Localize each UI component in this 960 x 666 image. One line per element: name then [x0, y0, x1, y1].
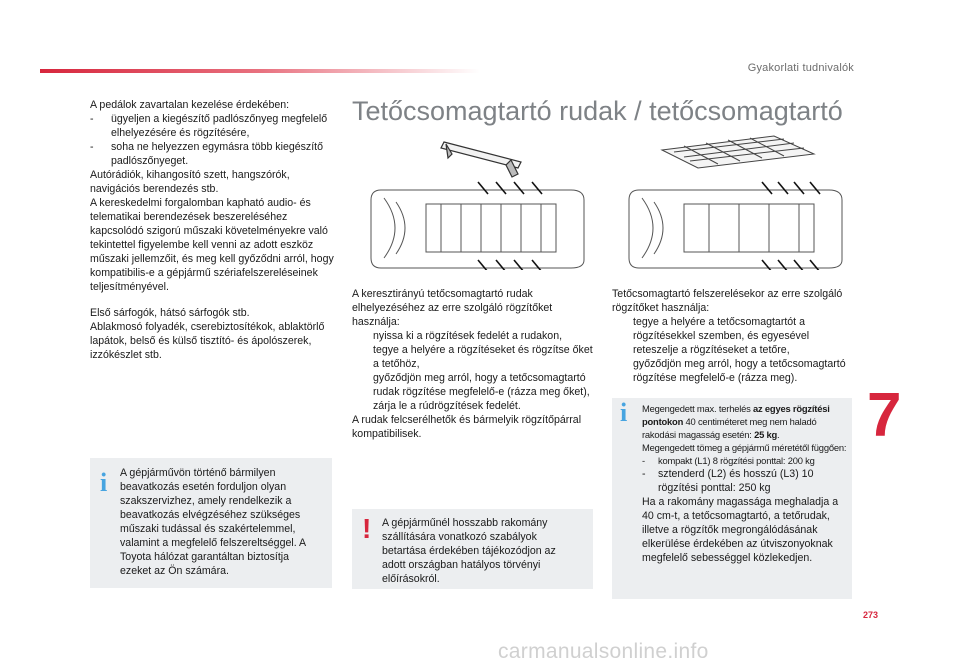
page-number: 273 [862, 610, 878, 620]
info-icon: i [620, 398, 628, 427]
warning-icon: ! [362, 513, 372, 544]
list-item: - sztenderd (L2) és hosszú (L3) 10 rögzítési ponttal: 250 kg [642, 468, 814, 494]
height-note: Ha a rakomány magassága meghaladja a 40 cm-t, a tetőcsomagtartó, a tetőrudak, illetve a rögzítők megrongálódásának elkerülése érdekében az útviszonyoknak megfelelő sebességgel közlekedjen. [642, 496, 839, 564]
right-column [612, 287, 850, 385]
middle-column [352, 287, 600, 441]
warning-text: A gépjárműnél hosszabb rakomány szállítására vonatkozó szabályok betartása érdekében tájékozódjon az adott országban hatályos törvényi előírásokról. [382, 517, 556, 585]
header-accent-bar [40, 69, 480, 73]
right-info-text [642, 402, 848, 565]
page-title: Tetőcsomagtartó rudak / tetőcsomagtartó [352, 96, 843, 126]
load-note: Megengedett max. terhelés az egyes rögzítési pontokon 40 centiméteret meg nem haladó rakodási magasság esetén: 25 kg. [642, 403, 830, 440]
rack-intro: Tetőcsomagtartó felszerelésekor az erre szolgáló rögzítőket használja: [612, 288, 843, 314]
warning-box [352, 509, 593, 589]
list-item: - kompakt (L1) 8 rögzítési ponttal: 200 kg [642, 455, 815, 466]
list-item: győződjön meg arról, hogy a tetőcsomagtartó rudak rögzítése megfelelő-e (rázza meg őket), [373, 372, 590, 398]
consumables-paragraph: Ablakmosó folyadék, cserebiztosítékok, ablaktörlő lapátok, belső és külső tisztító- és ápolószerek, izzókészlet stb. [90, 321, 325, 361]
list-item: zárja le a rúdrögzítések fedelét. [373, 400, 521, 412]
van-top-view-right [629, 190, 842, 268]
chapter-number: 7 [867, 381, 902, 450]
list-item: nyissa ki a rögzítések fedelét a rudakon, [373, 330, 563, 342]
section-header: Gyakorlati tudnivalók [747, 62, 854, 74]
left-info-text: A gépjárművön történő bármilyen beavatkozás esetén forduljon olyan szakszervizhez, amely rendelkezik a beavatkozás elvégzéséhez szükséges műszaki tudással és szakértelemmel, valamint a megfelelő felszereltséggel. A Toyota hálózat garantáltan biztosítja ezeket az Ön számára. [120, 467, 306, 577]
van-top-view-left [371, 190, 584, 268]
list-item: győződjön meg arról, hogy a tetőcsomagtartó rögzítése megfelelő-e (rázza meg). [633, 358, 846, 384]
bars-note: A rudak felcserélhetők és bármelyik rögzítőpárral kompatibilisek. [352, 414, 582, 440]
bars-intro: A keresztirányú tetőcsomagtartó rudak elhelyezéséhez az erre szolgáló rögzítőket használja: [352, 288, 553, 328]
pedal-intro: A pedálok zavartalan kezelése érdekében: [90, 99, 290, 111]
info-icon: i [100, 468, 108, 497]
list-item: tegye a helyére a rögzítéseket és rögzítse őket a tetőhöz, [373, 344, 593, 370]
mudflap-heading: Első sárfogók, hátsó sárfogók stb. [90, 307, 250, 319]
audio-paragraph: A kereskedelmi forgalomban kapható audio- és telematikai berendezések beszereléséhez kapcsolódó szigorú műszaki követelményekre való tekintettel figyelembe kell venni az adott eszköz műszaki jellemzőit, és meg kell győződni arról, hogy kompatibilis-e a gépjármű szériafelszereléseinek teljesítményével. [90, 197, 334, 293]
roof-rack-drawing [662, 136, 814, 168]
list-item: tegye a helyére a tetőcsomagtartót a rögzítésekkel szemben, és egyesével reteszelje a rögzítéseket a tetőre, [633, 316, 810, 356]
left-info-box [90, 458, 332, 588]
right-info-box [612, 398, 852, 599]
roof-bar-drawing [441, 142, 521, 177]
left-column [90, 98, 340, 362]
roof-rack-illustration [614, 130, 864, 270]
list-item: - ügyeljen a kiegészítő padlószőnyeg megfelelő elhelyezésére és rögzítésére, [90, 113, 328, 139]
weight-note: Megengedett tömeg a gépjármű méretétől függően: [642, 442, 847, 453]
roof-bars-illustration [356, 130, 606, 270]
list-item: - soha ne helyezzen egymásra több kiegészítő padlószőnyeget. [90, 141, 324, 167]
watermark: carmanualsonline.info [498, 640, 709, 663]
audio-heading: Autórádiók, kihangosító szett, hangszórók, navigációs berendezés stb. [90, 169, 290, 195]
